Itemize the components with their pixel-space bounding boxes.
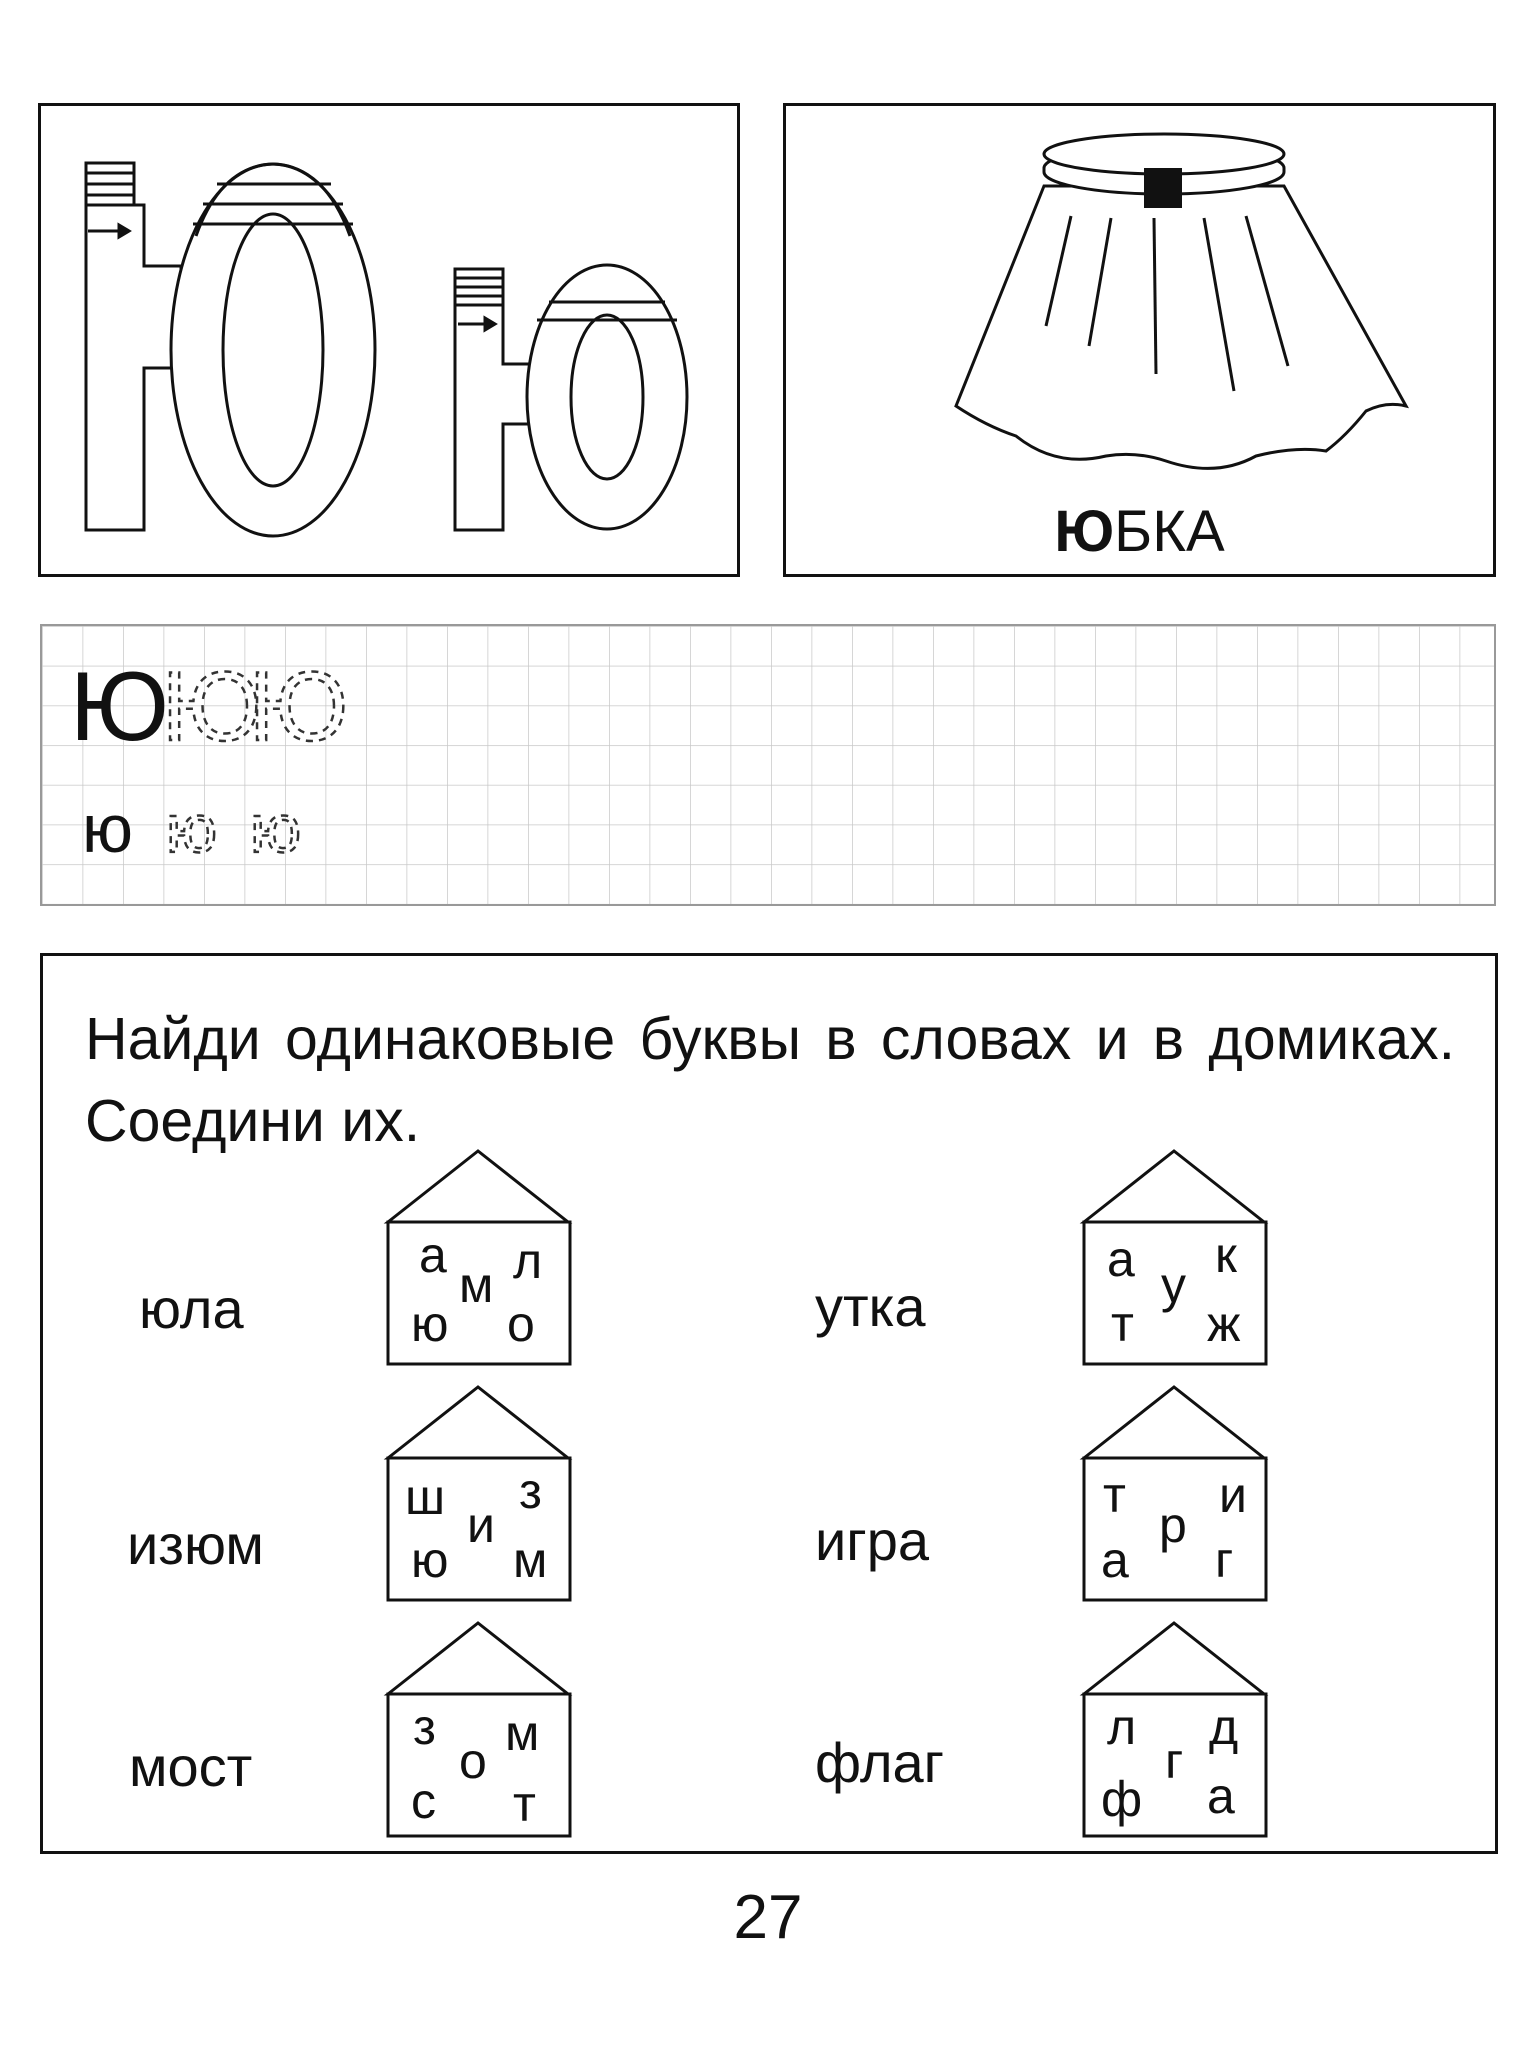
house-letter: м bbox=[459, 1257, 494, 1313]
letter-house-left-2 bbox=[383, 1382, 583, 1608]
house-letter: а bbox=[419, 1227, 447, 1283]
house-letter: л bbox=[513, 1233, 543, 1289]
word-right-2: игра bbox=[815, 1509, 929, 1572]
house-letter: л bbox=[1107, 1699, 1137, 1755]
letter-house-right-2 bbox=[1079, 1382, 1279, 1608]
practice-upper-trace-1: Ю bbox=[162, 651, 262, 761]
picture-caption bbox=[786, 498, 1493, 565]
house-letter: д bbox=[1209, 1699, 1239, 1755]
house-letter: т bbox=[513, 1776, 536, 1832]
caption-rest: БКА bbox=[1114, 499, 1225, 564]
house-letter: и bbox=[467, 1497, 495, 1553]
house-letter: и bbox=[1219, 1467, 1247, 1523]
page-number: 27 bbox=[733, 1883, 803, 1952]
house-letter: ю bbox=[411, 1296, 449, 1352]
house-letter: т bbox=[1103, 1467, 1126, 1523]
house-letter: о bbox=[507, 1296, 535, 1352]
house-letter: о bbox=[459, 1733, 487, 1789]
letter-house-left-3 bbox=[383, 1618, 583, 1844]
practice-lower-trace-2: ю bbox=[250, 791, 301, 867]
practice-lower-trace-1: ю bbox=[166, 791, 217, 867]
matching-task bbox=[40, 953, 1498, 1854]
house-letter: у bbox=[1161, 1257, 1186, 1313]
house-letter: г bbox=[1215, 1532, 1234, 1588]
house-letter: к bbox=[1215, 1227, 1237, 1283]
task-instruction: Найди одинаковые буквы в словах и в домиках. Соедини их. bbox=[85, 1006, 1455, 1154]
yu-letter-outline bbox=[41, 106, 737, 574]
house-letter: ш bbox=[405, 1469, 446, 1525]
skirt-icon bbox=[786, 106, 1493, 486]
house-letter: г bbox=[1165, 1733, 1184, 1789]
practice-lower-sample: ю bbox=[82, 791, 133, 867]
practice-grid-lines bbox=[42, 626, 1496, 906]
word-left-3: мост bbox=[129, 1735, 253, 1798]
practice-upper-trace-2: Ю bbox=[249, 651, 349, 761]
letter-house-right-3 bbox=[1079, 1618, 1279, 1844]
house-letter: ж bbox=[1207, 1296, 1241, 1352]
house-letter: а bbox=[1207, 1768, 1235, 1824]
word-right-1: утка bbox=[815, 1275, 926, 1338]
word-right-3: флаг bbox=[815, 1731, 945, 1794]
house-letter: м bbox=[513, 1532, 548, 1588]
letter-illustration bbox=[38, 103, 740, 577]
house-letter: с bbox=[411, 1773, 436, 1829]
house-letter: ю bbox=[411, 1532, 449, 1588]
skirt-picture-card bbox=[783, 103, 1496, 577]
caption-bold-letter: Ю bbox=[1054, 499, 1115, 564]
house-letter: ф bbox=[1101, 1771, 1143, 1827]
house-letter: р bbox=[1159, 1497, 1187, 1553]
word-left-1: юла bbox=[139, 1277, 244, 1340]
house-letter: т bbox=[1111, 1296, 1134, 1352]
letter-house-right-1 bbox=[1079, 1146, 1279, 1372]
house-letter: з bbox=[413, 1699, 436, 1755]
house-letter: з bbox=[519, 1463, 542, 1519]
house-letter: а bbox=[1107, 1231, 1135, 1287]
handwriting-practice-grid bbox=[40, 624, 1496, 906]
house-letter: м bbox=[505, 1705, 540, 1761]
word-left-2: изюм bbox=[127, 1513, 264, 1576]
letter-house-left-1 bbox=[383, 1146, 583, 1372]
house-letter: а bbox=[1101, 1532, 1129, 1588]
practice-upper-sample: Ю bbox=[70, 651, 170, 761]
